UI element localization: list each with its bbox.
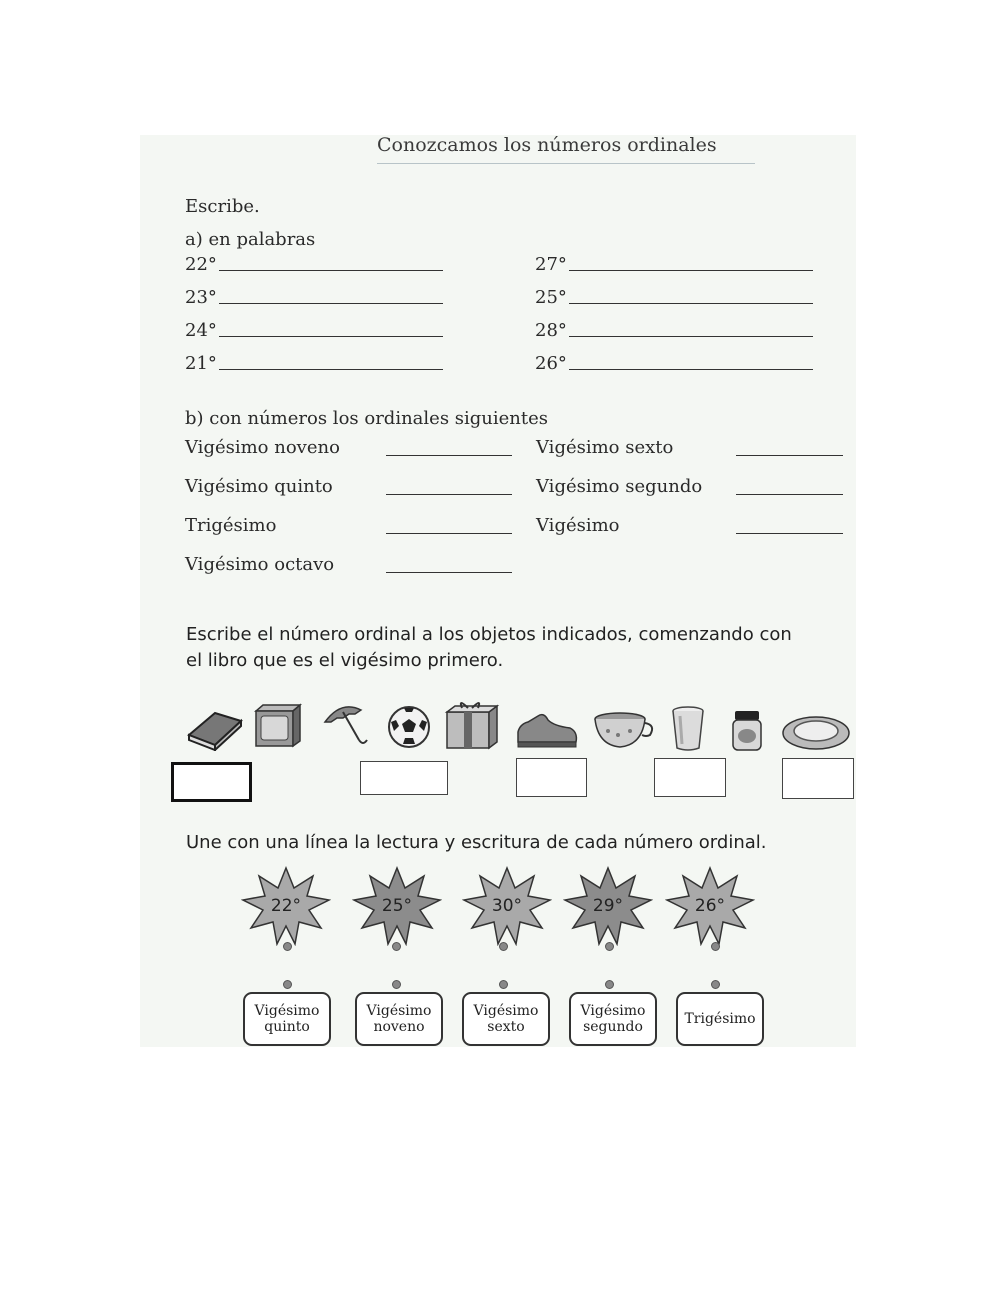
- ordinal-label: 27°: [535, 254, 567, 275]
- book-icon: [185, 705, 245, 751]
- plate-icon: [780, 713, 852, 753]
- ordinal-answer-box[interactable]: [360, 761, 448, 795]
- ordinal-word-box: [462, 992, 550, 1046]
- answer-line[interactable]: [736, 455, 843, 456]
- ordinal-word-box: [569, 992, 657, 1046]
- word-line: Vigésimo: [473, 1003, 539, 1019]
- star-badge: [665, 866, 755, 946]
- word-line: Vigésimo: [366, 1003, 432, 1019]
- ordinal-answer-box[interactable]: [171, 762, 252, 802]
- answer-line[interactable]: [569, 336, 813, 337]
- star-label: 22°: [270, 896, 302, 916]
- ordinal-label: 23°: [185, 287, 217, 308]
- ordinal-word: Vigésimo segundo: [536, 476, 703, 497]
- connector-dot[interactable]: [605, 980, 614, 989]
- ordinal-word-box: [355, 992, 443, 1046]
- gift-icon: [444, 696, 500, 752]
- answer-line[interactable]: [386, 533, 512, 534]
- word-line: noveno: [373, 1019, 425, 1035]
- answer-line[interactable]: [386, 494, 512, 495]
- ordinal-word: Vigésimo sexto: [536, 437, 674, 458]
- answer-line[interactable]: [736, 533, 843, 534]
- ordinal-word: Vigésimo: [536, 515, 620, 536]
- tv-icon: [253, 703, 303, 749]
- ordinal-label: 24°: [185, 320, 217, 341]
- ordinal-label: 26°: [535, 353, 567, 374]
- star-label: 30°: [491, 896, 523, 916]
- part-b-label: b) con números los ordinales siguientes: [185, 408, 549, 429]
- star-label: 26°: [694, 896, 726, 916]
- umbrella-icon: [321, 700, 369, 748]
- star-badge: [241, 866, 331, 946]
- glass-icon: [668, 706, 708, 752]
- answer-line[interactable]: [219, 336, 443, 337]
- answer-line[interactable]: [569, 270, 813, 271]
- answer-line[interactable]: [569, 369, 813, 370]
- connector-dot[interactable]: [711, 942, 720, 951]
- ordinal-label: 22°: [185, 254, 217, 275]
- star-label: 25°: [381, 896, 413, 916]
- connector-dot[interactable]: [283, 980, 292, 989]
- page-title: Conozcamos los números ordinales: [377, 134, 717, 156]
- star-badge: [352, 866, 442, 946]
- connector-dot[interactable]: [499, 980, 508, 989]
- ordinal-label: 21°: [185, 353, 217, 374]
- shoe-icon: [514, 708, 580, 750]
- matching-instruction: Une con una línea la lectura y escritura de cada número ordinal.: [186, 832, 767, 853]
- word-line: Vigésimo: [580, 1003, 646, 1019]
- ordinal-word: Vigésimo noveno: [185, 437, 340, 458]
- cup-icon: [590, 709, 656, 751]
- ordinal-word: Vigésimo quinto: [185, 476, 333, 497]
- ordinal-word-box: [243, 992, 331, 1046]
- word-line: quinto: [264, 1019, 310, 1035]
- answer-line[interactable]: [219, 270, 443, 271]
- ordinal-answer-box[interactable]: [516, 758, 587, 797]
- objects-instruction: Escribe el número ordinal a los objetos indicados, comenzando con: [186, 624, 792, 645]
- word-line: sexto: [487, 1019, 525, 1035]
- section-heading: Escribe.: [185, 196, 260, 217]
- word-line: Vigésimo: [254, 1003, 320, 1019]
- ordinal-word-box: [676, 992, 764, 1046]
- word-line: Trigésimo: [684, 1011, 756, 1027]
- connector-dot[interactable]: [392, 980, 401, 989]
- objects-instruction: el libro que es el vigésimo primero.: [186, 650, 504, 671]
- ordinal-answer-box[interactable]: [654, 758, 726, 797]
- connector-dot[interactable]: [392, 942, 401, 951]
- ball-icon: [386, 704, 432, 750]
- ordinal-word: Vigésimo octavo: [185, 554, 335, 575]
- answer-line[interactable]: [219, 369, 443, 370]
- answer-line[interactable]: [386, 455, 512, 456]
- word-line: segundo: [583, 1019, 643, 1035]
- star-badge: [462, 866, 552, 946]
- answer-line[interactable]: [736, 494, 843, 495]
- connector-dot[interactable]: [711, 980, 720, 989]
- star-label: 29°: [592, 896, 624, 916]
- star-badge: [563, 866, 653, 946]
- answer-line[interactable]: [569, 303, 813, 304]
- answer-line[interactable]: [219, 303, 443, 304]
- connector-dot[interactable]: [605, 942, 614, 951]
- ordinal-answer-box[interactable]: [782, 758, 854, 799]
- ordinal-label: 25°: [535, 287, 567, 308]
- ordinal-label: 28°: [535, 320, 567, 341]
- title-underline: [377, 163, 755, 164]
- jar-icon: [729, 709, 765, 753]
- part-a-label: a) en palabras: [185, 229, 316, 250]
- connector-dot[interactable]: [499, 942, 508, 951]
- ordinal-word: Trigésimo: [185, 515, 277, 536]
- connector-dot[interactable]: [283, 942, 292, 951]
- answer-line[interactable]: [386, 572, 512, 573]
